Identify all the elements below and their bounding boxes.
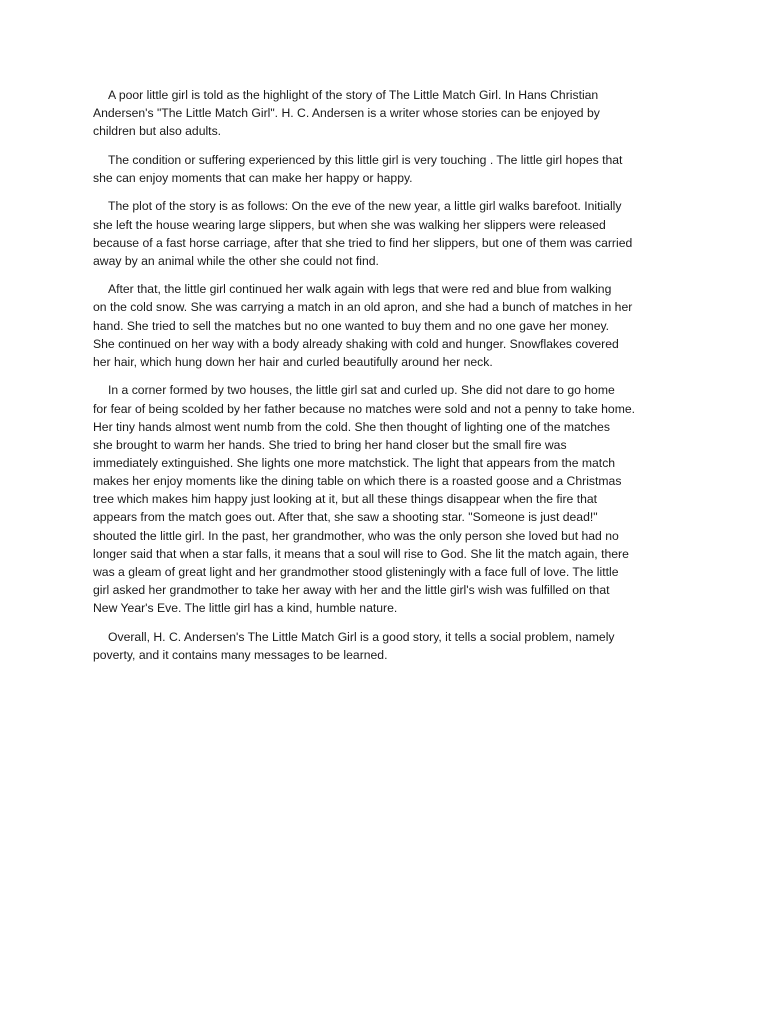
text-line: hand. She tried to sell the matches but no one wanted to buy them and no one gave her money. [93, 318, 610, 333]
text-line: on the cold snow. She was carrying a match in an old apron, and she had a bunch of matches in her [93, 300, 633, 315]
essay-body [93, 86, 675, 674]
text-line: The condition or suffering experienced by this little girl is very touching . The little girl hopes that [108, 152, 623, 167]
paragraph-6 [93, 628, 675, 664]
text-line: makes her enjoy moments like the dining table on which there is a roasted goose and a Christmas [93, 474, 622, 489]
text-line: away by an animal while the other she could not find. [93, 253, 379, 268]
text-line: her hair, which hung down her hair and curled beautifully around her neck. [93, 354, 493, 369]
paragraph-3 [93, 197, 675, 270]
text-line: Her tiny hands almost went numb from the cold. She then thought of lighting one of the matches [93, 419, 610, 434]
paragraph-1 [93, 86, 675, 140]
text-line: shouted the little girl. In the past, her grandmother, who was the only person she loved but had no [93, 528, 619, 543]
text-line: she left the house wearing large slippers, but when she was walking her slippers were released [93, 217, 606, 232]
text-line: A poor little girl is told as the highlight of the story of The Little Match Girl. In Hans Christian [108, 88, 599, 102]
text-line: immediately extinguished. She lights one more matchstick. The light that appears from the match [93, 456, 616, 470]
text-line: tree which makes him happy just looking at it, but all these things disappear when the fire that [93, 492, 598, 507]
text-line: After that, the little girl continued her walk again with legs that were red and blue from walking [108, 282, 612, 297]
text-line: was a gleam of great light and her grandmother stood glisteningly with a face full of love. The little [93, 564, 619, 579]
text-line: longer said that when a star falls, it means that a soul will rise to God. She lit the match again, there [93, 546, 629, 561]
text-line: In a corner formed by two houses, the little girl sat and curled up. She did not dare to go home [108, 383, 615, 398]
text-line: She continued on her way with a body already shaking with cold and hunger. Snowflakes covered [93, 336, 619, 351]
text-line: because of a fast horse carriage, after that she tried to find her slippers, but one of them was carried [93, 235, 633, 250]
text-line: for fear of being scolded by her father because no matches were sold and not a penny to take home. [93, 401, 636, 416]
paragraph-2 [93, 151, 675, 187]
paragraph-4 [93, 280, 675, 371]
text-line: she can enjoy moments that can make her happy or happy. [93, 170, 413, 185]
text-line: appears from the match goes out. After that, she saw a shooting star. "Someone is just dead!" [93, 510, 598, 525]
text-line: girl asked her grandmother to take her away with her and the little girl's wish was fulfilled on that [93, 583, 610, 598]
text-line: she brought to warm her hands. She tried to bring her hand closer but the small fire was [93, 437, 567, 452]
text-line: Andersen's "The Little Match Girl". H. C. Andersen is a writer whose stories can be enjoyed by [93, 106, 600, 121]
text-line: The plot of the story is as follows: On the eve of the new year, a little girl walks barefoot. Initially [108, 199, 622, 214]
paragraph-5 [93, 381, 675, 617]
text-line: Overall, H. C. Andersen's The Little Match Girl is a good story, it tells a social problem, namely [108, 629, 615, 644]
text-line: New Year's Eve. The little girl has a kind, humble nature. [93, 601, 398, 616]
text-line: poverty, and it contains many messages to be learned. [93, 647, 388, 662]
text-line: children but also adults. [93, 124, 222, 139]
